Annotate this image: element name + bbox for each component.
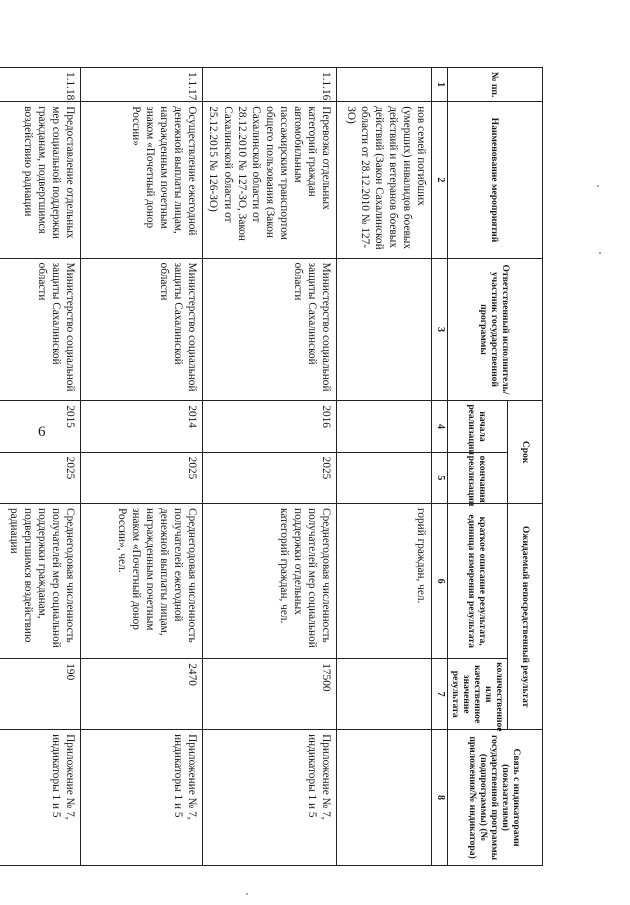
- program-table: [0, 67, 543, 866]
- header-term-end: окончания реализации: [447, 452, 507, 503]
- scan-speck: [599, 252, 601, 254]
- table-row: [0, 68, 81, 866]
- row-indicator-link: Приложение № 7, индикаторы 1 и 5: [81, 730, 203, 866]
- row-name: нов семей погибших (умерших) инвалидов боевых действий и ветеранов боевых действий (Закон Сахалинской области от 28.12.2010 № 127-ЗО): [337, 102, 432, 258]
- row-result-desc: Среднегодовая численность получателей мер социальной поддержки гражданам, подвергшимся воздействию радиации: [0, 504, 81, 659]
- row-end: [337, 452, 432, 503]
- column-number: 3: [432, 258, 448, 401]
- column-number: 6: [432, 504, 448, 659]
- row-result-desc: Среднегодовая численность получателей ежегодной денежной выплаты лицам, награжденным почетным знаком «Почетный донор России», чел.: [81, 504, 203, 659]
- header-result: Ожидаемый непосредственный результат: [508, 504, 543, 730]
- row-start: 2014: [81, 401, 203, 452]
- header-number: № пп.: [447, 68, 542, 102]
- row-number: 1.1.16.: [203, 68, 337, 102]
- row-name: Предоставление отдельных мер социальной поддержки гражданам, подвергшимся воздействию радиации: [0, 102, 81, 258]
- row-executor: Министерство социальной защиты Сахалинской области: [203, 258, 337, 401]
- scan-speck: [597, 185, 599, 187]
- row-result-desc: Среднегодовая численность получателей мер социальной поддержки отдельных категорий граждан, чел.: [203, 504, 337, 659]
- header-term-start: начала реализации: [447, 401, 507, 452]
- row-start: [337, 401, 432, 452]
- table-row: [203, 68, 337, 866]
- column-numbers-row: [432, 68, 448, 866]
- column-number: 2: [432, 102, 448, 258]
- header-result-value: количественное или качественное значение результата: [447, 659, 507, 730]
- row-executor: Министерство социальной защиты Сахалинской области: [0, 258, 81, 401]
- row-name: Перевозка отдельных категорий граждан автомобильным пассажирским транспортом общего пользования (Закон Сахалинской области от 28.12.2010 № 127-ЗО, Закон Сахалинской области от 25.12.2015 № 126-ЗО): [203, 102, 337, 258]
- row-name: Осуществление ежегодной денежной выплаты лицам, награжденным почетным знаком «Почетный донор России»: [81, 102, 203, 258]
- row-result-value: 2470: [81, 659, 203, 730]
- table-row: [337, 68, 432, 866]
- row-indicator-link: [337, 730, 432, 866]
- header-result-desc: краткое описание результата, единица измерения результата: [447, 504, 507, 659]
- row-result-desc: горий граждан, чел.: [337, 504, 432, 659]
- row-result-value: [337, 659, 432, 730]
- header-term: Срок: [508, 401, 543, 504]
- row-end: 2025: [203, 452, 337, 503]
- row-number: 1.1.18.: [0, 68, 81, 102]
- table-row: [81, 68, 203, 866]
- header-name: Наименование мероприятий: [447, 102, 542, 258]
- row-indicator-link: Приложение № 7, индикаторы 1 и 5: [0, 730, 81, 866]
- page-number: 6: [38, 424, 46, 440]
- column-number: 5: [432, 452, 448, 503]
- row-start: 2016: [203, 401, 337, 452]
- row-end: 2025: [0, 452, 81, 503]
- row-executor: Министерство социальной защиты Сахалинской области: [81, 258, 203, 401]
- header-indicator-link: Связь с индикаторами (показателями) государственной программы (подпрограммы) (№ приложения/№ индикатора): [447, 730, 542, 866]
- row-executor: [337, 258, 432, 401]
- row-result-value: 17500: [203, 659, 337, 730]
- column-number: 7: [432, 659, 448, 730]
- row-indicator-link: Приложение № 7, индикаторы 1 и 5: [203, 730, 337, 866]
- row-result-value: 190: [0, 659, 81, 730]
- column-number: 8: [432, 730, 448, 866]
- scan-speck: [246, 893, 248, 895]
- column-number: 4: [432, 401, 448, 452]
- row-number: [337, 68, 432, 102]
- header-executor: Ответственный исполнитель/участник государственной программы: [447, 258, 542, 401]
- column-number: 1: [432, 68, 448, 102]
- row-number: 1.1.17.: [81, 68, 203, 102]
- row-end: 2025: [81, 452, 203, 503]
- row-start: 2015: [0, 401, 81, 452]
